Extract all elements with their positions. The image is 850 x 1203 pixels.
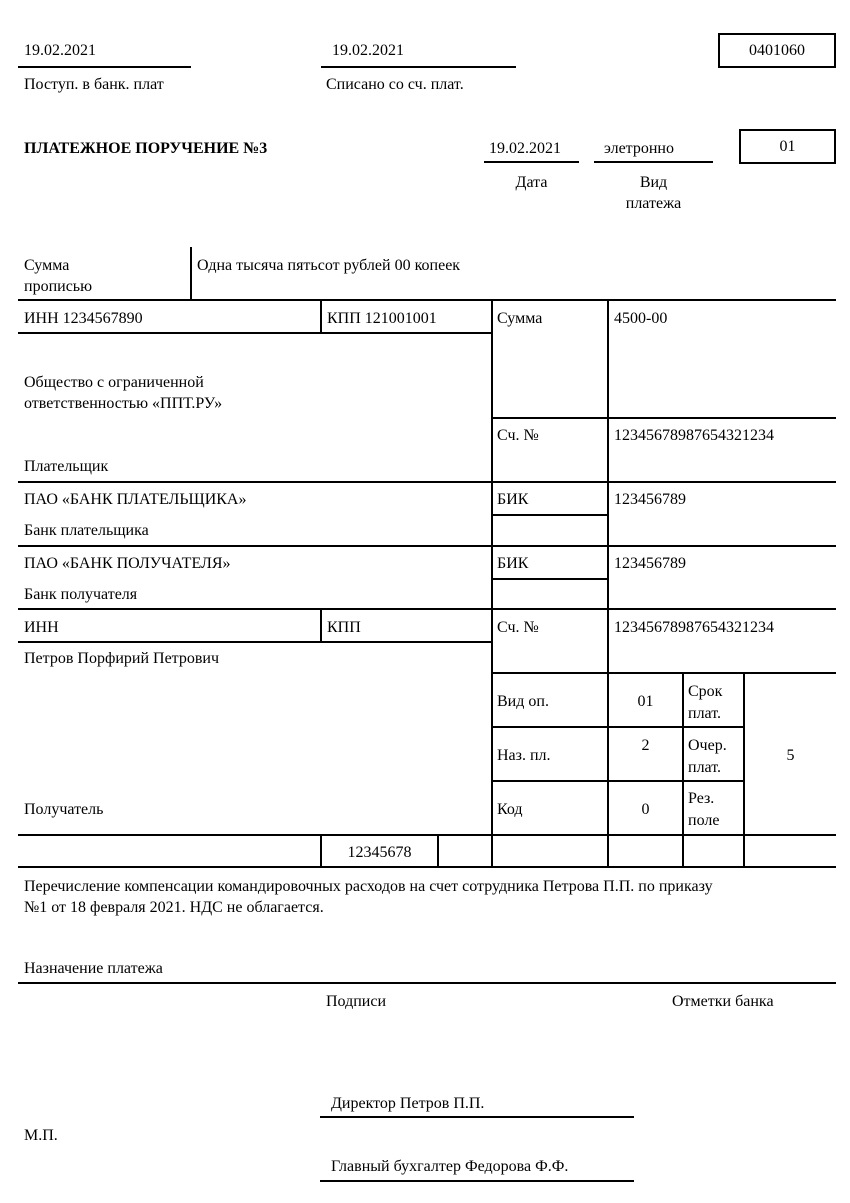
grid-line [491, 299, 493, 867]
payer-bank-label: Банк плательщика [24, 522, 149, 539]
divider [321, 66, 516, 68]
grid-line [682, 672, 684, 867]
payer-name-2: ответственностью «ППТ.РУ» [24, 395, 223, 412]
signatures-label: Подписи [326, 993, 387, 1010]
code-label: Код [497, 801, 523, 818]
payment-type-label-1: Вид [639, 174, 668, 191]
payer-account-label: Сч. № [497, 427, 539, 444]
divider [594, 161, 713, 163]
purpose-code-value: 2 [641, 737, 650, 754]
order-label-2: плат. [688, 759, 722, 776]
grid-line [492, 417, 836, 419]
grid-line [18, 545, 836, 547]
grid-line [18, 834, 836, 836]
form-code-box [718, 33, 836, 68]
purpose-line-2: №1 от 18 февраля 2021. НДС не облагается. [24, 899, 324, 916]
payer-inn: ИНН 1234567890 [24, 310, 143, 327]
grid-line [743, 672, 745, 867]
grid-line [320, 299, 322, 333]
order-label-1: Очер. [688, 737, 727, 754]
divider [190, 247, 192, 300]
op-type-label: Вид оп. [497, 693, 549, 710]
payee-bik-label: БИК [497, 555, 529, 572]
sum-value: 4500-00 [614, 310, 668, 327]
op-type-value: 01 [637, 693, 654, 710]
payer-bik-value: 123456789 [614, 491, 686, 508]
payee-bik-value: 123456789 [614, 555, 686, 572]
res-label-2: поле [688, 812, 720, 829]
label-received: Поступ. в банк. плат [24, 76, 164, 93]
payer-kpp: КПП 121001001 [327, 310, 437, 327]
grid-line [492, 726, 744, 728]
payee-inn: ИНН [24, 619, 59, 636]
grid-line [18, 332, 492, 334]
grid-line [18, 299, 836, 301]
date-received: 19.02.2021 [24, 42, 96, 59]
purpose-code-label: Наз. пл. [497, 747, 551, 764]
purpose-label: Назначение платежа [24, 960, 163, 977]
stamp-label: М.П. [24, 1127, 58, 1144]
grid-line [18, 641, 492, 643]
document-title: ПЛАТЕЖНОЕ ПОРУЧЕНИЕ №3 [24, 140, 268, 157]
divider [18, 982, 836, 984]
signature-line [320, 1116, 634, 1118]
payee-bank-label: Банк получателя [24, 586, 138, 603]
payee-account-value: 12345678987654321234 [614, 619, 774, 636]
oktmo-value: 12345678 [347, 844, 412, 861]
grid-line [607, 299, 609, 867]
grid-line [18, 866, 836, 868]
payee-bank-name: ПАО «БАНК ПОЛУЧАТЕЛЯ» [24, 555, 231, 572]
grid-line [492, 672, 836, 674]
amount-words-label-2: прописью [24, 278, 93, 295]
payer-bank-name: ПАО «БАНК ПЛАТЕЛЬЩИКА» [24, 491, 247, 508]
form-code: 0401060 [749, 41, 805, 59]
amount-words-label-1: Сумма [24, 257, 70, 274]
document-date: 19.02.2021 [489, 140, 561, 157]
amount-words-value: Одна тысяча пятьсот рублей 00 копеек [197, 257, 461, 274]
payment-type-label-2: платежа [625, 195, 682, 212]
payee-kpp: КПП [327, 619, 361, 636]
payer-account-value: 12345678987654321234 [614, 427, 774, 444]
payee-account-label: Сч. № [497, 619, 539, 636]
payer-label: Плательщик [24, 458, 109, 475]
grid-line [18, 481, 836, 483]
status-code-box [739, 129, 836, 164]
order-value: 5 [786, 747, 795, 764]
res-label-1: Рез. [688, 790, 715, 807]
purpose-line-1: Перечисление компенсации командировочных расходов на счет сотрудника Петрова П.П. по приказу [24, 878, 713, 895]
grid-line [492, 514, 608, 516]
payment-type: элетронно [604, 140, 674, 157]
payee-label: Получатель [24, 801, 104, 818]
term-label-1: Срок [688, 683, 723, 700]
label-debited: Списано со сч. плат. [326, 76, 464, 93]
bank-marks-label: Отметки банка [672, 993, 774, 1010]
status-code: 01 [779, 137, 796, 155]
date-debited: 19.02.2021 [332, 42, 404, 59]
sum-label: Сумма [497, 310, 543, 327]
divider [18, 66, 191, 68]
document-date-label: Дата [515, 174, 548, 191]
accountant-signature: Главный бухгалтер Федорова Ф.Ф. [331, 1158, 569, 1175]
payer-name-1: Общество с ограниченной [24, 374, 204, 391]
grid-line [492, 780, 744, 782]
code-value: 0 [641, 801, 650, 818]
grid-line [492, 578, 608, 580]
signature-line [320, 1180, 634, 1182]
grid-line [18, 608, 836, 610]
term-label-2: плат. [688, 705, 722, 722]
grid-line [320, 608, 322, 642]
payee-name: Петров Порфирий Петрович [24, 650, 220, 667]
grid-line [437, 834, 439, 867]
director-signature: Директор Петров П.П. [331, 1095, 485, 1112]
divider [484, 161, 579, 163]
payer-bik-label: БИК [497, 491, 529, 508]
